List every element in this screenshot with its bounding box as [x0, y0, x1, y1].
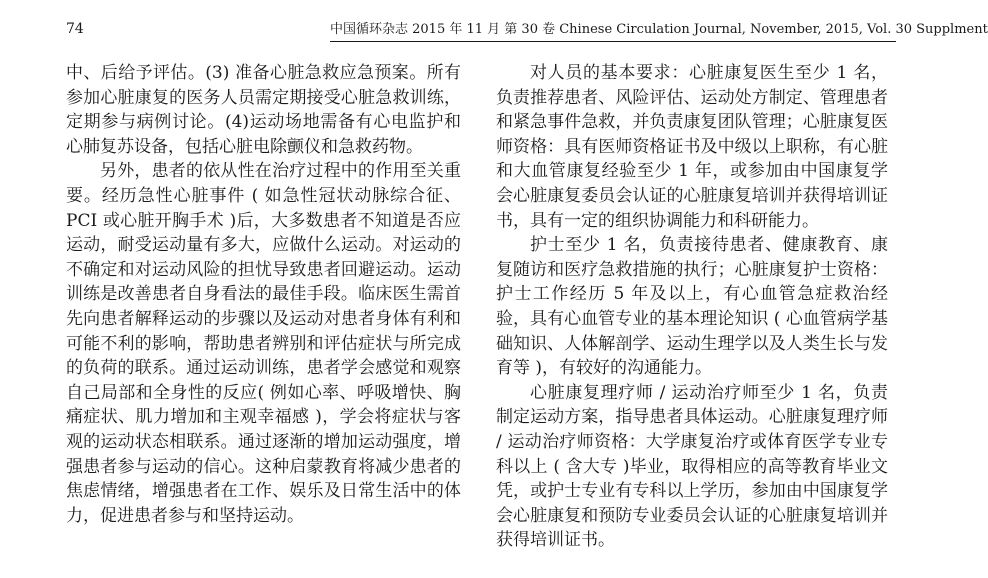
right-column [496, 61, 888, 553]
paragraph: 心脏康复理疗师 / 运动治疗师至少 1 名，负责制定运动方案，指导患者具体运动。心脏康复理疗师 / 运动治疗师资格：大学康复治疗或体育医学专业专科以上 ( 含大专 )毕业，取得相应的高等教育毕业文凭，或护士专业有专科以上学历，参加由中国康复学会心脏康复和预防专业委员会认证的心脏康复培训并获得培训证书。 [496, 382, 888, 551]
paragraph: 护士至少 1 名，负责接待患者、健康教育、康复随访和医疗急救措施的执行；心脏康复护士资格：护士工作经历 5 年及以上，有心血管急症救治经验，具有心血管专业的基本理论知识 ( 心血管病学基础知识、人体解剖学、运动生理学以及人类生长与发育等 )，有较好的沟通能力。 [496, 235, 888, 379]
paragraph: 中、后给予评估。(3) 准备心脏急救应急预案。所有参加心脏康复的医务人员需定期接受心脏急救训练，定期参与病例讨论。(4)运动场地需备有心电监护和心肺复苏设备，包括心脏电除颤仪和急救药物。 [66, 63, 461, 157]
header-rule [330, 41, 896, 42]
paragraph: 对人员的基本要求：心脏康复医生至少 1 名，负责推荐患者、风险评估、运动处方制定、管理患者和紧急事件急救，并负责康复团队管理；心脏康复医师资格：具有医师资格证书及中级以上职称，有心脏和大血管康复经验至少 1 年，或参加由中国康复学会心脏康复委员会认证的心脏康复培训并获得培训证书，具有一定的组织协调能力和科研能力。 [496, 63, 888, 231]
left-column [66, 61, 461, 528]
journal-citation: 中国循环杂志 2015 年 11 月 第 30 卷 Chinese Circulation Journal, November, 2015, Vol. 30 Supplment [330, 22, 988, 37]
running-header [0, 0, 988, 44]
page-number: 74 [66, 21, 84, 37]
paragraph: 另外，患者的依从性在治疗过程中的作用至关重要。经历急性心脏事件 ( 如急性冠状动脉综合征、PCI 或心脏开胸手术 )后，大多数患者不知道是否应运动，耐受运动量有多大，应做什么运动。对运动的不确定和对运动风险的担忧导致患者回避运动。运动训练是改善患者自身看法的最佳手段。临床医生需首先向患者解释运动的步骤以及运动对患者身体有利和可能不利的影响，帮助患者辨别和评估症状与所完成的负荷的联系。通过运动训练，患者学会感觉和观察自己局部和全身性的反应( 例如心率、呼吸增快、胸痛症状、肌力增加和主观幸福感 )，学会将症状与客观的运动状态相联系。通过逐渐的增加运动强度，增强患者参与运动的信心。这种启蒙教育将减少患者的焦虑情绪，增强患者在工作、娱乐及日常生活中的体力，促进患者参与和坚持运动。 [66, 161, 461, 526]
